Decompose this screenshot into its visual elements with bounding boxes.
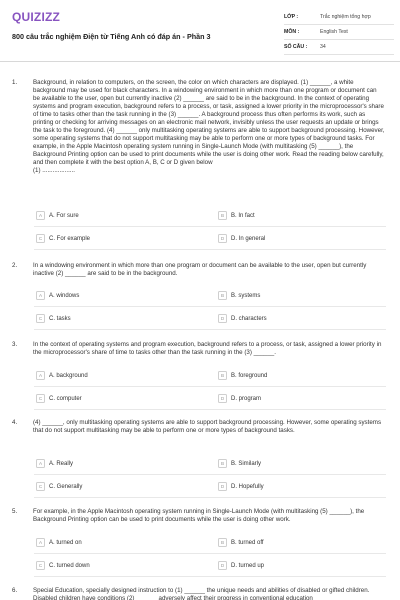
option-letter-badge: D <box>218 234 227 243</box>
question-number: 4. <box>12 419 18 426</box>
option-label: B. systems <box>231 292 261 299</box>
option-label: C. Generally <box>49 483 83 490</box>
option-label: D. program <box>231 395 262 402</box>
option-divider <box>34 226 386 227</box>
option-label: A. turned on <box>49 539 82 546</box>
option-divider <box>34 409 386 410</box>
option-label: A. For sure <box>49 212 79 219</box>
question-text <box>33 79 385 175</box>
option-label: A. background <box>49 372 88 379</box>
question-text: In the context of operating systems and program execution, background refers to a process, or task, assigned a lower priority in the microprocessor's share of time to tasks other than the task running in the (3) ______. <box>33 341 382 356</box>
option-letter-badge: A <box>36 211 45 220</box>
option-letter-badge: A <box>36 291 45 300</box>
question-text: For example, in the Apple Macintosh operating system running in Single-Launch Mode (with multitasking (5) ______), the Background Printing option can be used to print documents while the user is doing other work. <box>33 508 365 523</box>
option-divider <box>34 553 386 554</box>
option-c[interactable] <box>36 482 82 491</box>
meta-table <box>284 10 394 55</box>
question-number: 2. <box>12 262 18 269</box>
option-a[interactable] <box>36 291 79 300</box>
meta-value: Trắc nghiệm tổng hợp <box>320 14 371 20</box>
option-c[interactable] <box>36 314 71 323</box>
option-letter-badge: D <box>218 394 227 403</box>
option-label: B. foreground <box>231 372 268 379</box>
option-letter-badge: B <box>218 291 227 300</box>
option-label: D. Hopefully <box>231 483 264 490</box>
option-letter-badge: C <box>36 482 45 491</box>
option-letter-badge: D <box>218 561 227 570</box>
option-d[interactable] <box>218 482 264 491</box>
option-divider <box>34 497 386 498</box>
quizizz-logo: QUIZIZZ <box>12 10 61 24</box>
option-letter-badge: D <box>218 314 227 323</box>
option-label: D. turned up <box>231 562 265 569</box>
option-a[interactable] <box>36 459 73 468</box>
option-divider <box>34 249 386 250</box>
option-b[interactable] <box>218 459 261 468</box>
option-letter-badge: C <box>36 234 45 243</box>
option-divider <box>34 329 386 330</box>
option-letter-badge: B <box>218 211 227 220</box>
option-label: A. windows <box>49 292 80 299</box>
option-b[interactable] <box>218 211 255 220</box>
question-number: 5. <box>12 508 18 515</box>
option-divider <box>34 386 386 387</box>
option-label: C. turned down <box>49 562 90 569</box>
option-letter-badge: A <box>36 371 45 380</box>
page-header <box>0 0 400 62</box>
option-label: B. turned off <box>231 539 264 546</box>
option-label: C. For example <box>49 235 91 242</box>
question-body: Background, in relation to computers, on the screen, the color on which characters are displayed. (1) ______, a white background may be used for black characters. In a windowing environment in which more than one program or document can be available to the user, open but currently inactive (2) ______ are said to be in the background. In the context of operating systems and program execution, background refers to a process, or task, assigned a lower priority in the microprocessor's share of time to tasks other than the task running in the (3) ______. A background process thus often performs its work, such as printing or checking for arriving messages on an electronic mail network, invisibly unless the user requests an update or brings the task to the foreground. (4) ______ only multitasking operating systems are able to support background processing. However, some operating systems that do not support multitasking may be able to perform one or more types of background tasks. For example, in the Apple Macintosh operating system running in Single-Launch Mode (with multitasking (5) ______), the Background Printing option can be used to print documents while the user is doing other work. Read the reading below carefully, and then complete it with the best option A, B, C or D given below <box>33 79 385 166</box>
option-c[interactable] <box>36 234 90 243</box>
option-divider <box>34 474 386 475</box>
meta-key: MÔN : <box>284 29 300 35</box>
option-label: B. Similarly <box>231 460 262 467</box>
document-title: 800 câu trắc nghiệm Điện từ Tiếng Anh có đáp án - Phần 3 <box>12 32 211 41</box>
meta-value: English Test <box>320 29 348 35</box>
option-label: D. characters <box>231 315 267 322</box>
option-c[interactable] <box>36 561 90 570</box>
option-letter-badge: B <box>218 371 227 380</box>
option-label: D. In general <box>231 235 266 242</box>
meta-row-subject <box>284 25 394 40</box>
question-text: In a windowing environment in which more than one program or document can be available to the user, open but currently inactive (2) ______ are said to be in the background. <box>33 262 367 277</box>
option-d[interactable] <box>218 314 267 323</box>
option-letter-badge: C <box>36 314 45 323</box>
option-b[interactable] <box>218 291 260 300</box>
meta-key: SỐ CÂU : <box>284 44 308 50</box>
question-number: 1. <box>12 79 18 86</box>
option-b[interactable] <box>218 538 264 547</box>
option-label: C. tasks <box>49 315 71 322</box>
question-text: Special Education, specially designed instruction to (1) ______ the unique needs and abilities of disabled or gifted children. Disabled children have conditions (2) ______ adversely affect their progress in conventional education <box>33 587 370 600</box>
question-text: (4) ______, only multitasking operating systems are able to support background processing. However, some operating systems that do not support multitasking may be able to perform one or more types of background tasks. <box>33 419 382 434</box>
option-c[interactable] <box>36 394 82 403</box>
meta-key: LỚP : <box>284 14 299 20</box>
option-letter-badge: D <box>218 482 227 491</box>
option-d[interactable] <box>218 234 265 243</box>
option-divider <box>34 306 386 307</box>
option-d[interactable] <box>218 561 264 570</box>
question-number: 6. <box>12 587 18 594</box>
option-d[interactable] <box>218 394 261 403</box>
option-letter-badge: C <box>36 394 45 403</box>
option-label: C. computer <box>49 395 82 402</box>
option-letter-badge: A <box>36 459 45 468</box>
option-letter-badge: A <box>36 538 45 547</box>
option-label: A. Really <box>49 460 74 467</box>
option-divider <box>34 576 386 577</box>
option-letter-badge: B <box>218 459 227 468</box>
option-a[interactable] <box>36 211 79 220</box>
option-label: B. In fact <box>231 212 255 219</box>
meta-value: 34 <box>320 44 326 50</box>
option-letter-badge: B <box>218 538 227 547</box>
question-blank: (1) ................... <box>33 167 75 174</box>
question-number: 3. <box>12 341 18 348</box>
option-b[interactable] <box>218 371 267 380</box>
option-a[interactable] <box>36 371 88 380</box>
option-letter-badge: C <box>36 561 45 570</box>
option-a[interactable] <box>36 538 82 547</box>
meta-row-count <box>284 40 394 55</box>
meta-row-class <box>284 10 394 25</box>
